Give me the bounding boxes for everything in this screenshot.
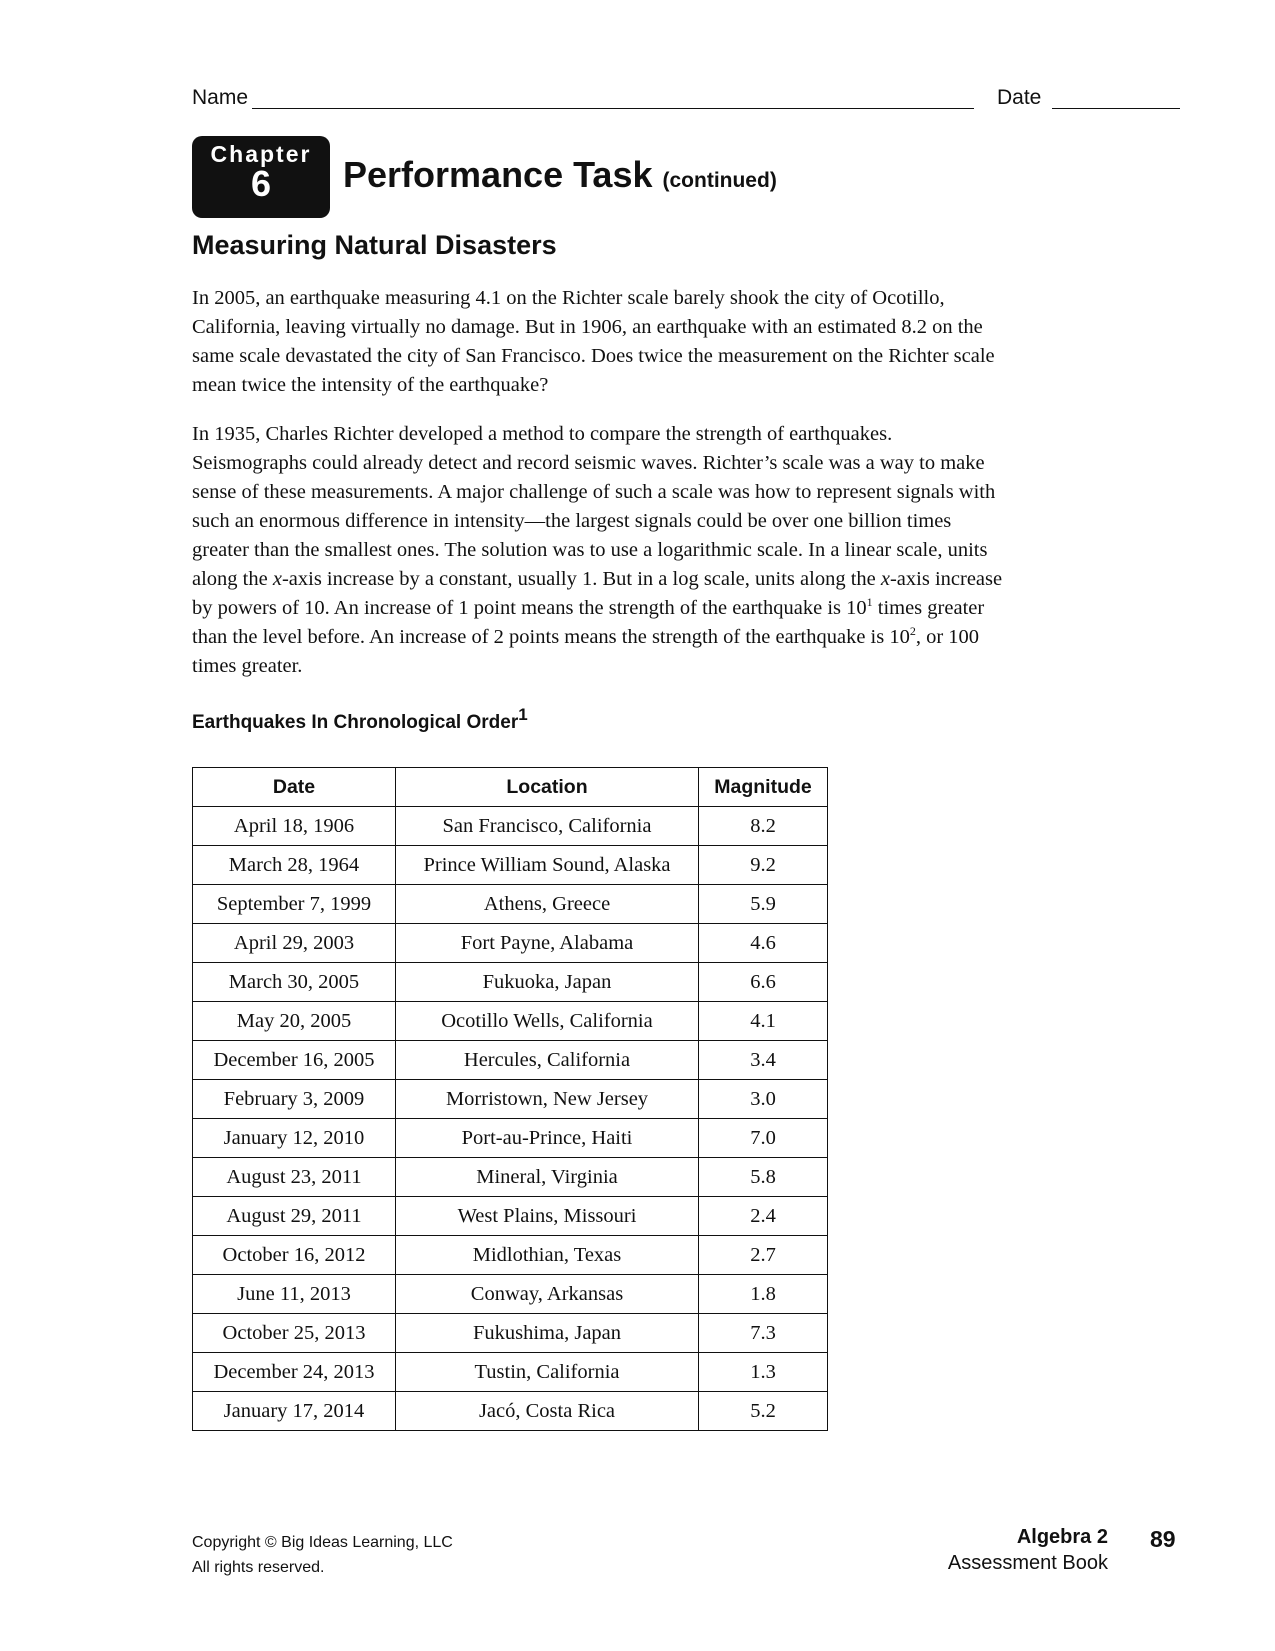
magnitude-cell: 2.4 bbox=[699, 1197, 828, 1236]
footer-book-info bbox=[948, 1524, 1108, 1576]
magnitude-cell: 9.2 bbox=[699, 846, 828, 885]
location-cell: Morristown, New Jersey bbox=[396, 1080, 699, 1119]
table-row bbox=[193, 963, 828, 1002]
table-row bbox=[193, 1275, 828, 1314]
page-title-main: Performance Task bbox=[343, 154, 653, 195]
location-cell: Mineral, Virginia bbox=[396, 1158, 699, 1197]
name-blank-line[interactable] bbox=[252, 108, 974, 109]
chapter-number: 6 bbox=[250, 163, 272, 204]
page-title-sub: (continued) bbox=[662, 169, 777, 192]
magnitude-cell: 7.0 bbox=[699, 1119, 828, 1158]
magnitude-cell: 4.6 bbox=[699, 924, 828, 963]
name-label: Name bbox=[192, 86, 249, 109]
magnitude-cell: 1.8 bbox=[699, 1275, 828, 1314]
earthquake-table bbox=[192, 767, 828, 1431]
table-row bbox=[193, 1041, 828, 1080]
table-caption bbox=[192, 705, 528, 734]
magnitude-cell: 8.2 bbox=[699, 807, 828, 846]
location-cell: Midlothian, Texas bbox=[396, 1236, 699, 1275]
date-cell: August 29, 2011 bbox=[193, 1197, 396, 1236]
table-row bbox=[193, 1119, 828, 1158]
magnitude-cell: 3.0 bbox=[699, 1080, 828, 1119]
magnitude-cell: 5.8 bbox=[699, 1158, 828, 1197]
page-title bbox=[343, 154, 777, 196]
richter-text-5: , or 100 times greater. bbox=[192, 626, 980, 677]
column-header-magnitude: Magnitude bbox=[699, 768, 828, 807]
table-row bbox=[193, 1392, 828, 1431]
table-row bbox=[193, 1314, 828, 1353]
power-base: 10 bbox=[846, 597, 867, 619]
date-cell: September 7, 1999 bbox=[193, 885, 396, 924]
table-row bbox=[193, 1080, 828, 1119]
table-header-row bbox=[193, 768, 828, 807]
intro-paragraph: In 2005, an earthquake measuring 4.1 on the Richter scale barely shook the city of Ocotillo, California, leaving virtually no damage. But in 1906, an earthquake with an estimated 8.2 on the same scale devastated the city of San Francisco. Does twice the measurement on the Richter scale mean twice the intensity of the earthquake? bbox=[192, 287, 995, 396]
power-exponent: 1 bbox=[866, 595, 873, 610]
location-cell: Fort Payne, Alabama bbox=[396, 924, 699, 963]
date-blank-line[interactable] bbox=[1052, 108, 1180, 109]
richter-text-2: -axis increase by a constant, usually 1. But in a log scale, units along the bbox=[281, 568, 881, 590]
magnitude-cell: 5.2 bbox=[699, 1392, 828, 1431]
footer-copyright bbox=[192, 1530, 453, 1580]
location-cell: Prince William Sound, Alaska bbox=[396, 846, 699, 885]
x-variable: x bbox=[272, 568, 282, 590]
table-row bbox=[193, 846, 828, 885]
location-cell: Port-au-Prince, Haiti bbox=[396, 1119, 699, 1158]
table-row bbox=[193, 807, 828, 846]
date-cell: March 30, 2005 bbox=[193, 963, 396, 1002]
date-cell: May 20, 2005 bbox=[193, 1002, 396, 1041]
location-cell: Hercules, California bbox=[396, 1041, 699, 1080]
rights-text: All rights reserved. bbox=[192, 1559, 325, 1576]
table-caption-text: Earthquakes In Chronological Order bbox=[192, 712, 519, 733]
date-cell: March 28, 1964 bbox=[193, 846, 396, 885]
date-cell: April 18, 1906 bbox=[193, 807, 396, 846]
magnitude-cell: 1.3 bbox=[699, 1353, 828, 1392]
table-caption-footnote: 1 bbox=[518, 705, 528, 724]
location-cell: Fukuoka, Japan bbox=[396, 963, 699, 1002]
copyright-text: Copyright © Big Ideas Learning, LLC bbox=[192, 1534, 453, 1551]
richter-text-1: In 1935, Charles Richter developed a method to compare the strength of earthquakes. Seismographs could already detect and record seismic waves. Richter’s scale was a way to make sense of these measurements. A major challenge of such a scale was how to represent signals with such an enormous difference in intensity—the largest signals could be over one billion times greater than the smallest ones. The solution was to use a logarithmic scale. In a linear scale, units along the bbox=[192, 423, 996, 590]
magnitude-cell: 3.4 bbox=[699, 1041, 828, 1080]
chapter-badge bbox=[192, 136, 330, 218]
section-title: Measuring Natural Disasters bbox=[192, 230, 557, 260]
magnitude-cell: 4.1 bbox=[699, 1002, 828, 1041]
date-cell: April 29, 2003 bbox=[193, 924, 396, 963]
location-cell: San Francisco, California bbox=[396, 807, 699, 846]
table-row bbox=[193, 1236, 828, 1275]
magnitude-cell: 7.3 bbox=[699, 1314, 828, 1353]
page-number: 89 bbox=[1150, 1526, 1176, 1552]
richter-text-3: -axis increase by powers of 10. An increase of 1 point means the strength of the earthquake is bbox=[192, 568, 1003, 619]
location-cell: Athens, Greece bbox=[396, 885, 699, 924]
date-cell: December 16, 2005 bbox=[193, 1041, 396, 1080]
table-row bbox=[193, 885, 828, 924]
magnitude-cell: 6.6 bbox=[699, 963, 828, 1002]
book-subtitle: Assessment Book bbox=[947, 1552, 1108, 1574]
date-cell: August 23, 2011 bbox=[193, 1158, 396, 1197]
magnitude-cell: 5.9 bbox=[699, 885, 828, 924]
date-cell: January 17, 2014 bbox=[193, 1392, 396, 1431]
book-title: Algebra 2 bbox=[1016, 1526, 1108, 1548]
table-row bbox=[193, 1002, 828, 1041]
location-cell: West Plains, Missouri bbox=[396, 1197, 699, 1236]
date-cell: January 12, 2010 bbox=[193, 1119, 396, 1158]
table-row bbox=[193, 924, 828, 963]
location-cell: Tustin, California bbox=[396, 1353, 699, 1392]
magnitude-cell: 2.7 bbox=[699, 1236, 828, 1275]
richter-text-4: times greater than the level before. An increase of 2 points means the strength of the earthquake is bbox=[192, 597, 985, 648]
table-row bbox=[193, 1158, 828, 1197]
power-exponent: 2 bbox=[909, 624, 916, 639]
location-cell: Jacó, Costa Rica bbox=[396, 1392, 699, 1431]
location-cell: Ocotillo Wells, California bbox=[396, 1002, 699, 1041]
date-cell: February 3, 2009 bbox=[193, 1080, 396, 1119]
column-header-date: Date bbox=[193, 768, 396, 807]
chapter-word: Chapter bbox=[210, 141, 312, 167]
location-cell: Conway, Arkansas bbox=[396, 1275, 699, 1314]
table-row bbox=[193, 1353, 828, 1392]
x-variable: x bbox=[880, 568, 890, 590]
location-cell: Fukushima, Japan bbox=[396, 1314, 699, 1353]
date-label: Date bbox=[997, 86, 1042, 109]
date-cell: October 25, 2013 bbox=[193, 1314, 396, 1353]
date-cell: October 16, 2012 bbox=[193, 1236, 396, 1275]
power-base: 10 bbox=[889, 626, 910, 648]
richter-paragraph bbox=[192, 420, 1007, 681]
worksheet-header bbox=[192, 86, 1180, 118]
column-header-location: Location bbox=[396, 768, 699, 807]
date-cell: June 11, 2013 bbox=[193, 1275, 396, 1314]
table-row bbox=[193, 1197, 828, 1236]
date-cell: December 24, 2013 bbox=[193, 1353, 396, 1392]
